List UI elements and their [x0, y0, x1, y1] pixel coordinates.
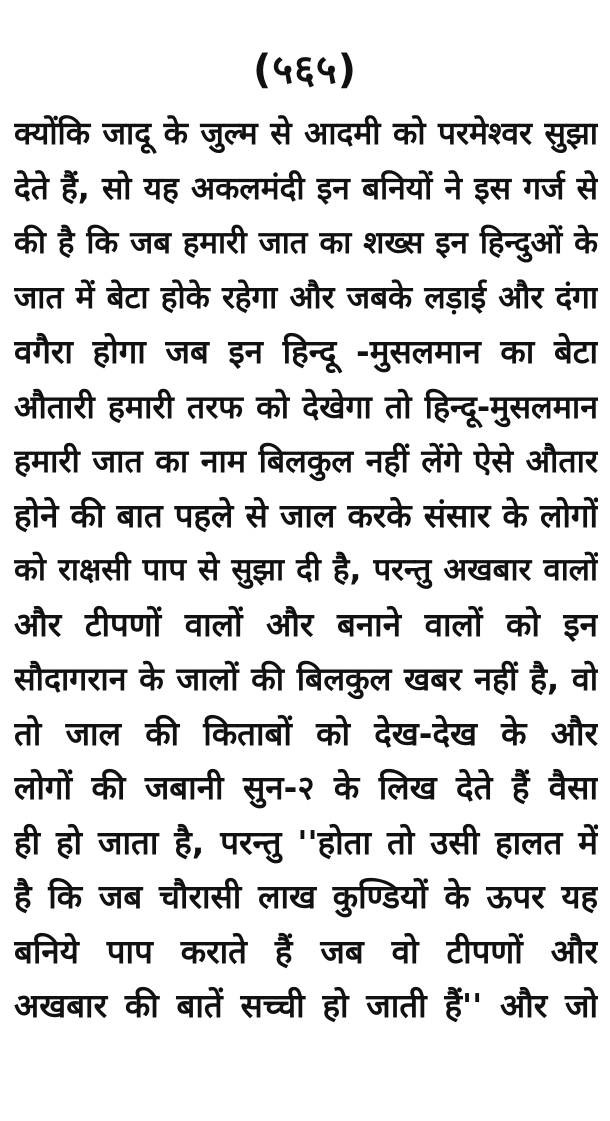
text-line: लोगों की जबानी सुन-२ के लिख देते हैं वैसा — [14, 768, 598, 807]
text-line: बनिये पाप कराते हैं जब वो टीपणों और — [14, 931, 598, 971]
text-line: ही हो जाता है, परन्तु ''होता तो उसी हालत में — [14, 822, 598, 862]
text-line: होने की बात पहले से जाल करके संसार के लोगों — [14, 495, 598, 535]
text-line: क्योंकि जादू के जुल्म से आदमी को परमेश्वर सुझा — [14, 116, 598, 152]
text-line: हमारी जात का नाम बिलकुल नहीं लेंगे ऐसे औतार — [14, 442, 598, 480]
text-line: अखबार की बातें सच्ची हो जाती हैं'' और जो — [14, 986, 598, 1025]
page-number: (५६५) — [253, 47, 357, 93]
text-line: तो जाल की किताबों को देख-देख के और — [14, 713, 598, 753]
text-line: की है कि जब हमारी जात का शख्स इन हिन्दुओं के — [14, 225, 598, 261]
text-line: वगैरा होगा जब इन हिन्दू -मुसलमान का बेटा — [14, 332, 598, 371]
text-line: को राक्षसी पाप से सुझा दी है, परन्तु अखबार वालों — [14, 552, 598, 588]
text-line: और टीपणों वालों और बनाने वालों को इन — [14, 604, 598, 644]
text-line: जात में बेटा होके रहेगा और जबके लड़ाई और दंगा — [14, 279, 598, 316]
text-line: है कि जब चौरासी लाख कुण्डियों के ऊपर यह — [14, 877, 598, 916]
text-line: देते हैं, सो यह अकलमंदी इन बनियों ने इस गर्ज से — [14, 170, 598, 207]
text-line: औतारी हमारी तरफ को देखेगा तो हिन्दू-मुसलमान — [14, 387, 598, 426]
body-text — [14, 107, 598, 1034]
text-line: सौदागरान के जालों की बिलकुल खबर नहीं है, वो — [14, 660, 598, 698]
